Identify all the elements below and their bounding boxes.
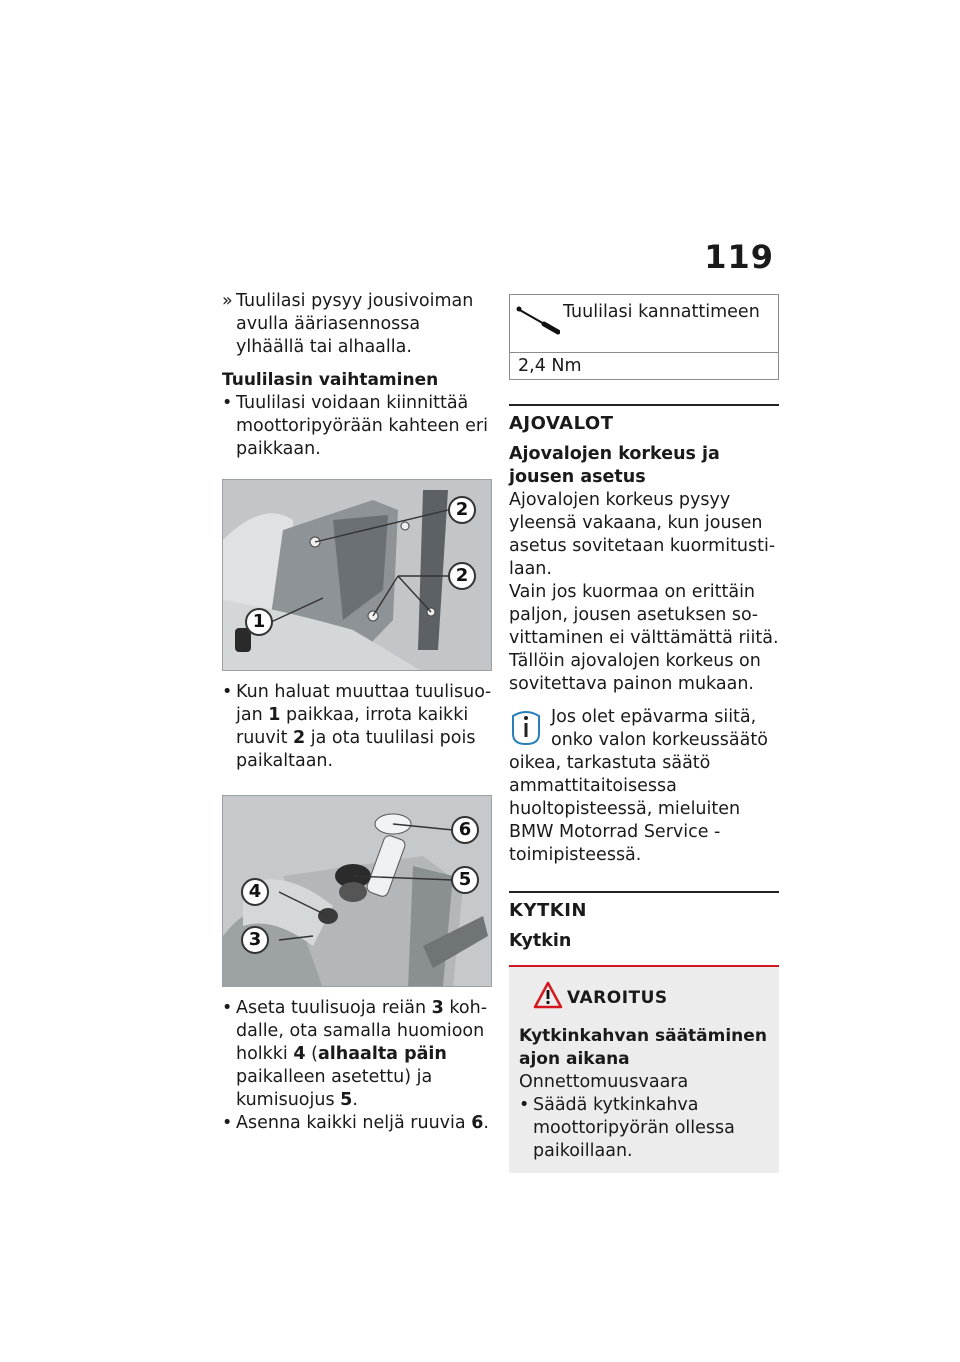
ref-number-6: 6	[471, 1113, 484, 1133]
ref-number-3: 3	[431, 998, 444, 1018]
warning-label: VAROITUS	[567, 988, 668, 1008]
section-title-headlights: AJOVALOT	[509, 413, 614, 434]
warning-bullet-text: Säädä kytkinkahva moottoripyörän ollessa paikoillaan.	[533, 1095, 735, 1161]
bullet-3-part-1: Aseta tuulisuoja reiän	[236, 998, 432, 1018]
paragraph-headlight-1: Ajovalojen korkeus pysyy yleensä vakaana, kun jousen asetus sovitetaan kuormitustilaan.	[509, 490, 776, 579]
ref-number-1: 1	[268, 705, 281, 725]
callout-5: 5	[451, 866, 479, 894]
bullet-item-3	[222, 997, 492, 1112]
callout-2-bottom: 2	[448, 562, 476, 590]
bullet-3-part-3: (	[305, 1044, 318, 1064]
bullet-icon: •	[222, 998, 233, 1018]
info-note	[509, 706, 779, 867]
callout-4: 4	[241, 878, 269, 906]
paragraph-headlight-2: Vain jos kuormaa on erittäin paljon, jousen asetuksen sovittaminen ei välttämättä riitä. Tällöin ajovalojen korkeus on sovitettava painon mukaan.	[509, 582, 779, 694]
bullet-2-part-3: ja ota tuulilasi pois paikaltaan.	[236, 728, 476, 771]
bullet-item-1	[222, 392, 492, 461]
bullet-3-part-5: .	[352, 1090, 358, 1110]
bullet-3-part-4: paikalleen asetettu) ja kumisuojus	[236, 1067, 433, 1110]
bullet-3-part-2: kohdalle, ota samalla huomioon holkki	[236, 998, 488, 1064]
section-headlights	[509, 404, 779, 435]
callout-6: 6	[451, 816, 479, 844]
bullet-2-part-2: paikkaa, irrota kaikki ruuvit	[236, 705, 469, 748]
warning-hazard: Onnettomuusvaara	[519, 1072, 689, 1092]
bullet-2-part-1: Kun haluat muuttaa tuulisuojan	[236, 682, 492, 725]
right-column	[509, 290, 779, 1173]
ref-number-5: 5	[340, 1090, 353, 1110]
figure-bushing-assembly	[222, 795, 492, 987]
torque-label: Tuulilasi kannattimeen	[563, 302, 760, 322]
bullet-1-text: Tuulilasi voidaan kiinnittää moottoripyörään kahteen eri paikkaan.	[236, 393, 488, 459]
callout-3: 3	[241, 926, 269, 954]
torque-wrench-icon	[516, 305, 560, 335]
info-icon	[509, 708, 543, 746]
ref-number-4: 4	[293, 1044, 306, 1064]
result-marker-icon: »	[222, 291, 233, 311]
bullet-icon: •	[222, 393, 233, 413]
torque-spec-table	[509, 294, 779, 380]
note-text-rest: oikea, tarkastuta säätö ammattitaitoisessa huoltopisteessä, mieluiten BMW Motorrad Service -toimipisteessä.	[509, 753, 741, 865]
torque-spec-header	[510, 295, 778, 353]
emphasis-from-below: alhaalta päin	[317, 1044, 447, 1064]
page-number: 119	[704, 238, 774, 276]
callout-2-top: 2	[448, 496, 476, 524]
left-column	[222, 290, 492, 1135]
subheading-headlight-height: Ajovalojen korkeus ja jousen asetus	[509, 444, 720, 487]
bullet-item-4	[222, 1112, 492, 1135]
callout-1: 1	[245, 608, 273, 636]
figure-windshield-screws	[222, 479, 492, 671]
warning-triangle-icon	[533, 981, 563, 1009]
result-text: Tuulilasi pysyy jousivoiman avulla ääriasennossa ylhäällä tai alhaalla.	[236, 291, 474, 357]
bullet-icon: •	[222, 682, 233, 702]
warning-box	[509, 965, 779, 1173]
section-clutch	[509, 891, 779, 922]
bullet-4-part-2: .	[483, 1113, 489, 1133]
bullet-4-part-1: Asenna kaikki neljä ruuvia	[236, 1113, 472, 1133]
bullet-icon: •	[222, 1113, 233, 1133]
bullet-icon: •	[519, 1095, 530, 1115]
warning-bullet	[519, 1094, 769, 1163]
section-title-clutch: KYTKIN	[509, 900, 587, 921]
result-item	[222, 290, 492, 359]
note-line-1: Jos olet epävarma siitä,	[551, 707, 757, 727]
ref-number-2: 2	[293, 728, 306, 748]
section-heading-windshield-change: Tuulilasin vaihtaminen	[222, 370, 439, 390]
torque-value: 2,4 Nm	[518, 356, 582, 376]
bullet-item-2	[222, 681, 492, 773]
warning-header	[519, 981, 769, 1015]
subheading-clutch: Kytkin	[509, 931, 572, 951]
note-line-2: onko valon korkeussäätö	[551, 730, 768, 750]
warning-title: Kytkinkahvan säätäminen ajon aikana	[519, 1026, 767, 1069]
